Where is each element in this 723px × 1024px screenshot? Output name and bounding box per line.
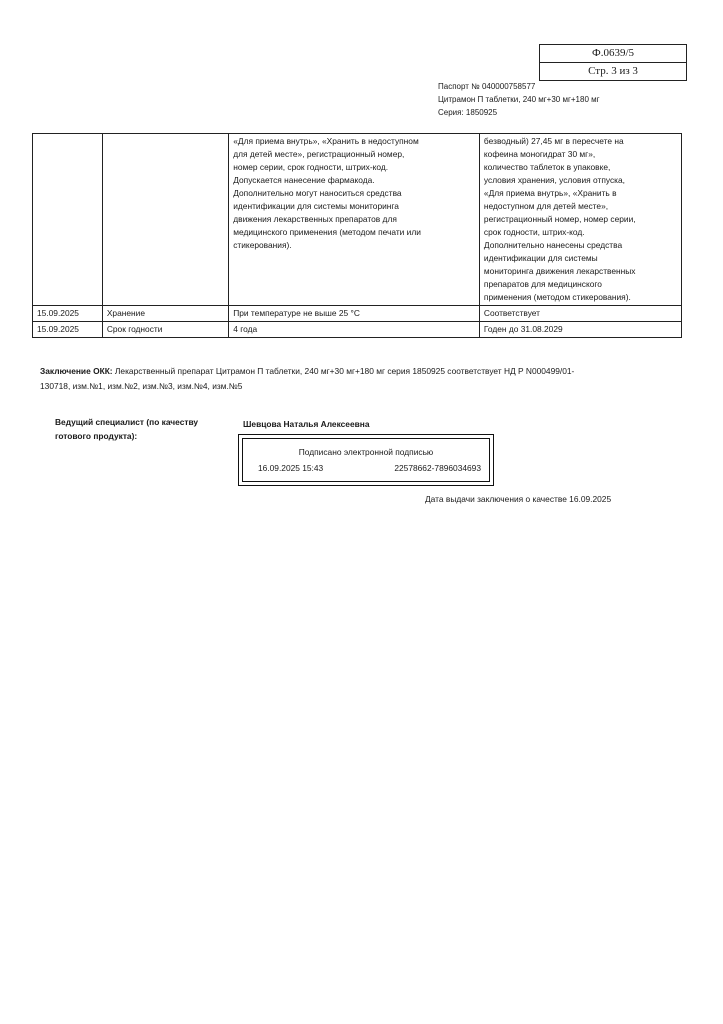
spec-text [233, 135, 475, 252]
text-line: условия хранения, условия отпуска, [483, 175, 625, 185]
passport-number: Паспорт № 040000758577 [438, 82, 536, 91]
text-line: Дополнительно могут наноситься средства [233, 188, 402, 198]
text-line: недоступном для детей месте», [483, 201, 609, 211]
param-cell: Срок годности [102, 322, 228, 338]
result-cell [479, 134, 681, 306]
result-text [484, 135, 677, 304]
product-name: Цитрамон П таблетки, 240 мг+30 мг+180 мг [438, 95, 600, 104]
specialist-role: Ведущий специалист (по качеству готового продукта): [55, 417, 199, 441]
electronic-signature-stamp [238, 434, 494, 486]
table-row [33, 306, 682, 322]
text-line: применения (методом стикерования). [483, 292, 631, 302]
test-results-table [32, 133, 682, 338]
text-line: стикерования). [233, 240, 292, 250]
text-line: кофеина моногидрат 30 мг», [483, 149, 596, 159]
text-line: медицинского применения (методом печати или [233, 227, 421, 237]
spec-cell: 4 года [229, 322, 480, 338]
date-cell [33, 134, 103, 306]
text-line: идентификации для системы мониторинга [233, 201, 399, 211]
text-line: «Для приема внутрь», «Хранить в [483, 188, 617, 198]
text-line: идентификации для системы [483, 253, 598, 263]
text-line: для детей месте», регистрационный номер, [233, 149, 405, 159]
text-line: Дополнительно нанесены средства [483, 240, 623, 250]
form-code-box [539, 44, 687, 81]
conclusion-label: Заключение ОКК: [40, 366, 113, 376]
text-line: мониторинга движения лекарственных [483, 266, 636, 276]
conclusion [40, 364, 600, 394]
date-cell: 15.09.2025 [33, 306, 103, 322]
conclusion-text: Лекарственный препарат Цитрамон П таблетки, 240 мг+30 мг+180 мг серия 1850925 соответствует НД Р N000499/01-130718, изм.№1, изм.№2, изм.№3, изм.№4, изм.№5 [40, 366, 575, 391]
result-cell: Годен до 31.08.2029 [479, 322, 681, 338]
text-line: «Для приема внутрь», «Хранить в недоступном [233, 136, 419, 146]
date-cell: 15.09.2025 [33, 322, 103, 338]
signature-inner-frame [242, 438, 490, 482]
passport-header [438, 80, 600, 119]
text-line: срок годности, штрих-код. [483, 227, 585, 237]
spec-cell: При температуре не выше 25 °С [229, 306, 480, 322]
page-number: Стр. 3 из 3 [588, 65, 638, 77]
spec-cell [229, 134, 480, 306]
text-line: регистрационный номер, номер серии, [483, 214, 636, 224]
specialist-name: Шевцова Наталья Алексеевна [243, 419, 370, 429]
param-cell [102, 134, 228, 306]
text-line: номер серии, срок годности, штрих-код. [233, 162, 389, 172]
issue-date: Дата выдачи заключения о качестве 16.09.2025 [425, 494, 612, 504]
table-row [33, 322, 682, 338]
text-line: безводный) 27,45 мг в пересчете на [483, 136, 624, 146]
form-code: Ф.0639/5 [540, 45, 686, 63]
table-row [33, 134, 682, 306]
text-line: количество таблеток в упаковке, [483, 162, 611, 172]
text-line: препаратов для медицинского [483, 279, 602, 289]
signature-title: Подписано электронной подписью [298, 447, 434, 457]
series-number: Серия: 1850925 [438, 108, 498, 117]
text-line: Допускается нанесение фармакода. [233, 175, 375, 185]
text-line: движения лекарственных препаратов для [233, 214, 397, 224]
signature-code: 22578662-7896034693 [394, 463, 481, 473]
result-cell: Соответствует [479, 306, 681, 322]
param-cell: Хранение [102, 306, 228, 322]
signature-datetime: 16.09.2025 15:43 [258, 463, 324, 473]
